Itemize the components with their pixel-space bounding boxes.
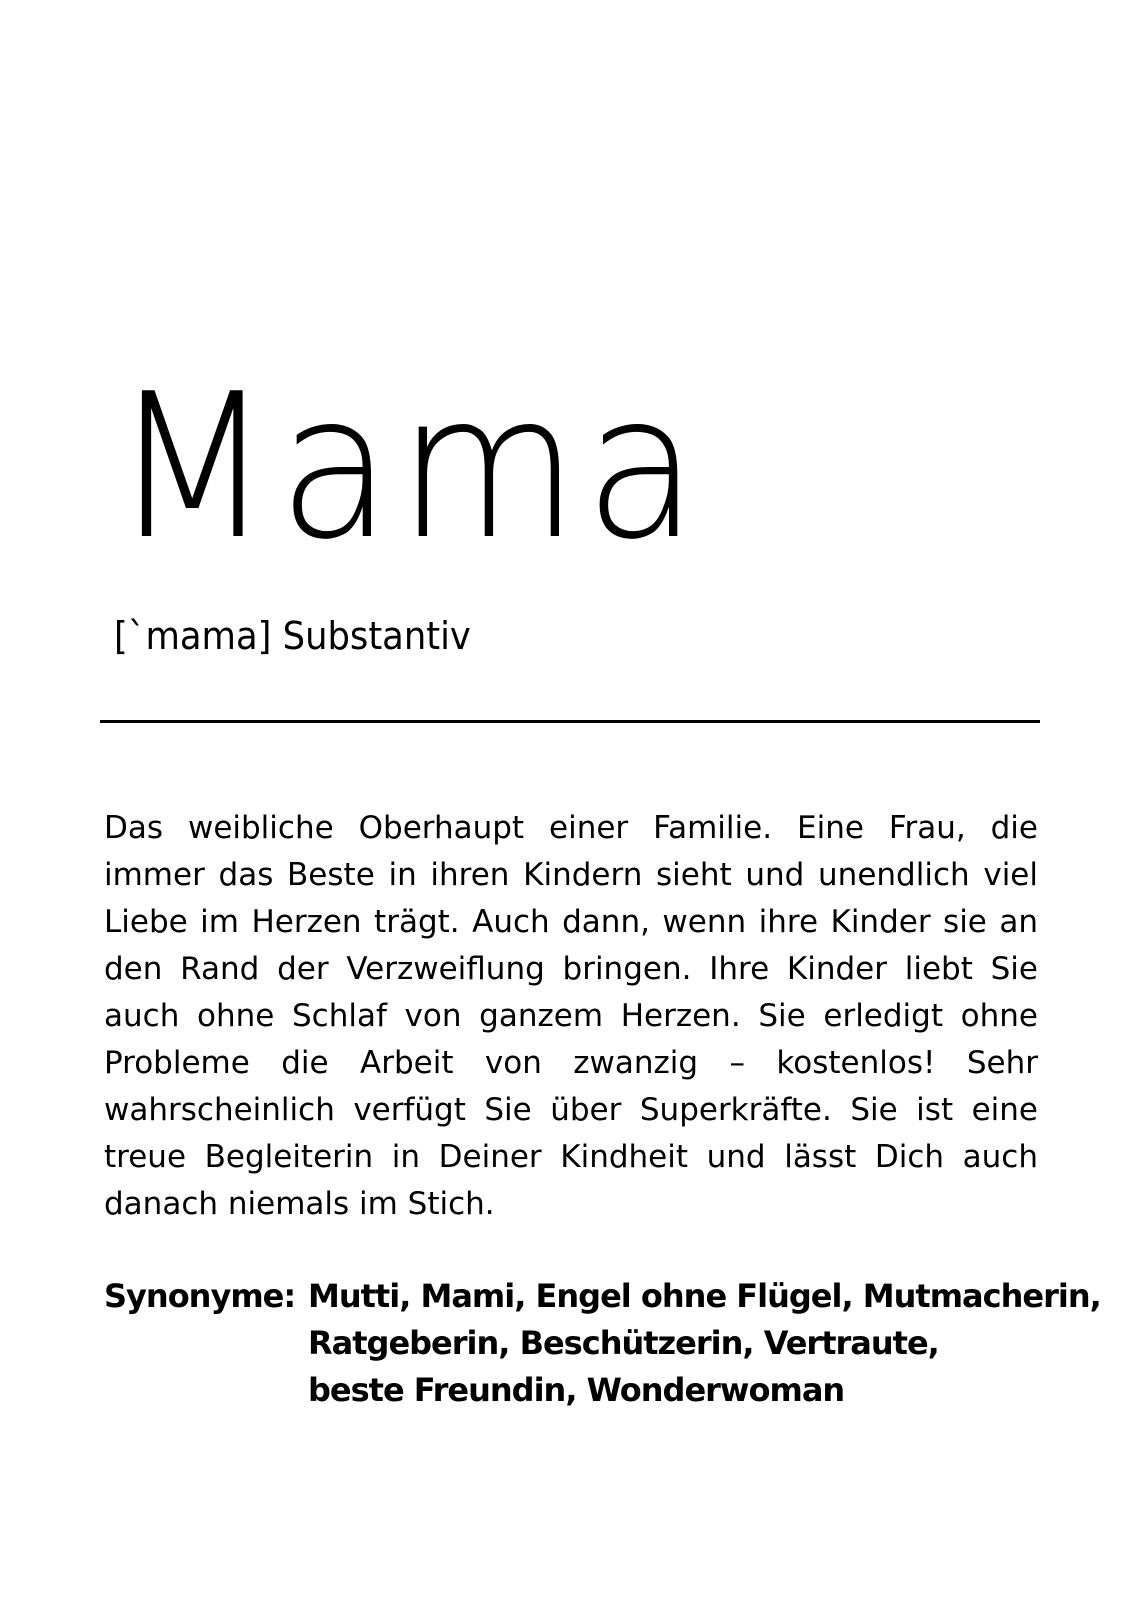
headword-title: Mama bbox=[112, 351, 704, 584]
synonyms-list bbox=[308, 1273, 1101, 1414]
synonyms-line: beste Freundin, Wonderwoman bbox=[308, 1371, 845, 1409]
synonyms-line: Mutti, Mami, Engel ohne Flügel, Mutmacherin, bbox=[308, 1277, 1101, 1315]
definition-text: Das weibliche Oberhaupt einer Familie. Eine Frau, die immer das Beste in ihren Kindern sieht und unendlich viel Liebe im Herzen trägt. Auch dann, wenn ihre Kinder sie an den Rand der Verzweiflung bringen. Ihre Kinder liebt Sie auch ohne Schlaf von ganzem Herzen. Sie erledigt ohne Probleme die Arbeit von zwanzig – kostenlos! Sehr wahrscheinlich verfügt Sie über Superkräfte. Sie ist eine treue Begleiterin in Deiner Kindheit und lässt Dich auch danach niemals im Stich. bbox=[104, 810, 1038, 1222]
pronunciation-line: [`mama] Substantiv bbox=[114, 614, 471, 658]
synonyms-label: Synonyme: bbox=[104, 1277, 296, 1315]
horizontal-divider bbox=[100, 720, 1040, 723]
synonyms-line: Ratgeberin, Beschützerin, Vertraute, bbox=[308, 1324, 939, 1362]
